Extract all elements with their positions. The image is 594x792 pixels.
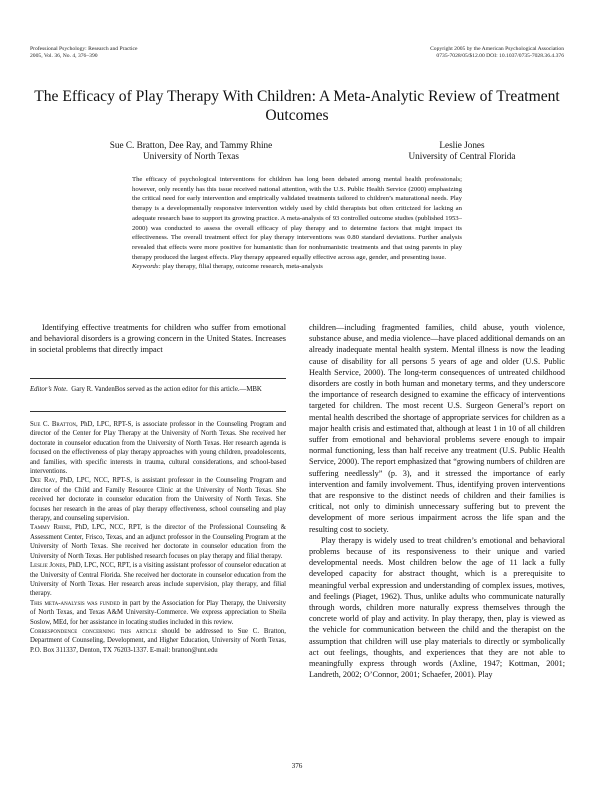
page-number: 376 <box>291 762 303 770</box>
funding-note-text: in part by the Association for Play Therapy, the University of North Texas, and Texas A&M University-Commerce. We express appreciation to Sheila Soslow, MEd, for her assistance in locating studies included in this review. <box>30 599 286 626</box>
author-note-text: PhD, LPC, NCC, RPT-S, is assistant professor in the Counseling Program and director of the Child and Family Resource Clinic at the University of North Texas. She received her doctorate in counselor education from the University of North Texas. She focuses her research in the areas of play therapy effectiveness, school counseling and play therapy, and counseling supervision. <box>30 477 286 523</box>
keywords-label: Keywords: <box>132 263 161 271</box>
author-notes-divider <box>30 411 286 412</box>
body-paragraph: children—including fragmented families, child abuse, youth violence, substance abuse, and media violence—have placed additional demands on an already inadequate mental health system. Mental illness is now the leading cause of disability for all persons 5 years of age and older (U.S. Public Health Service, 2000). The long-term consequences of untreated childhood disorders are costly in both human and monetary terms, and they underscore the importance of research designed to examine the efficacy of interventions targeted for children. The most recent U.S. Surgeon General’s report on mental health described the shortage of appropriate services for children as a major health crisis and estimated that, although at least 1 in 10 of all children suffer from emotional and behavioral problems severe enough to impair normal functioning, less than half receive any treatment (U.S. Public Health Service, 2000). The report emphasized that “growing numbers of children are suffering needlessly” (p. 3), and it stressed the importance of early intervention and family involvement. Thus, identifying proven interventions that are responsive to the distinct needs of children and their families is critical, not only to diminish unnecessary suffering but to prevent the development of more serious impairment across the life span and the resulting cost to society. <box>309 323 565 534</box>
correspondence-note-lead: Correspondence concerning this article <box>30 627 157 635</box>
author-names: Leslie Jones <box>439 140 485 150</box>
author-affiliation: University of North Texas <box>143 151 239 162</box>
keywords <box>132 262 462 272</box>
editor-note-label: Editor’s Note. <box>30 386 68 393</box>
funding-note <box>30 599 286 627</box>
correspondence-note <box>30 627 286 655</box>
editor-note <box>30 385 286 394</box>
copyright-header <box>430 46 564 60</box>
author-names: Sue C. Bratton, Dee Ray, and Tammy Rhine <box>109 140 273 150</box>
copyright-line: Copyright 2005 by the American Psychological Association <box>430 46 564 52</box>
footnote-divider <box>30 378 286 379</box>
author-note-lead: Sue C. Bratton, <box>30 421 78 428</box>
author-note <box>30 420 286 476</box>
author-list <box>30 140 564 166</box>
article-title: The Efficacy of Play Therapy With Children: A Meta-Analytic Review of Treatment Outcomes <box>34 88 560 124</box>
right-column <box>309 322 565 681</box>
funding-note-lead: This meta-analysis was funded <box>30 599 121 607</box>
correspondence-note-text: should be addressed to Sue C. Bratton, Department of Counseling, Development, and Higher Education, University of North Texas, P.O. Box 311337, Denton, TX 76203-1337. E-mail: bratton@unt.edu <box>30 627 286 654</box>
abstract <box>132 175 462 272</box>
author-affiliation: University of Central Florida <box>408 151 516 162</box>
keywords-text: play therapy, filial therapy, outcome research, meta-analysis <box>162 263 323 271</box>
author-note <box>30 561 286 599</box>
author-note-text: PhD, LPC, NCC, RPT, is the director of the Professional Counseling & Assessment Center, Frisco, Texas, and an adjunct professor in the Counseling Program at the University of North Texas. She received her doctorate in counselor education from the University of North Texas. Her published research focuses on play therapy and filial therapy. <box>30 524 287 560</box>
author-group-2 <box>362 140 562 162</box>
abstract-text: The efficacy of psychological interventions for children has long been debated among mental health professionals; however, only recently has this issue received national attention, with the U.S. Public Health Service (2000) emphasizing the critical need for early intervention and empirically validated treatments tailored to children’s maturational needs. Play therapy is a developmentally responsive intervention widely used by child therapists but often criticized for lacking an adequate research base to support its growing practice. A meta-analysis of 93 controlled outcome studies (published 1953–2000) was conducted to assess the overall efficacy of play therapy and to determine factors that might impact its effectiveness. The overall treatment effect for play therapy interventions was 0.80 standard deviations. Further analysis revealed that effects were more positive for humanistic than for nonhumanistic treatments and that using parents in play therapy produced the largest effects. Play therapy appeared equally effective across age, gender, and presenting issue. <box>132 176 462 261</box>
journal-header <box>30 46 138 60</box>
doi-line: 0735-7028/05/$12.00 DOI: 10.1037/0735-7028.36.4.376 <box>436 52 564 59</box>
journal-volume: 2005, Vol. 36, No. 4, 376–390 <box>30 52 98 59</box>
author-note-lead: Dee Ray, <box>30 477 57 485</box>
author-note-text: PhD, LPC, RPT-S, is associate professor in the Counseling Program and director of the Center for Play Therapy at the University of North Texas. She received her doctorate in counselor education from the University of North Texas. Her research agenda is focused on the effectiveness of play therapy approaches with young children, preadolescents, and families, with specific interests in trauma, cultural considerations, and school-based interventions. <box>30 421 286 476</box>
body-paragraph: Play therapy is widely used to treat children’s emotional and behavioral problems because of its responsiveness to their unique and varied developmental needs. Most children below the age of 11 lack a fully developed capacity for abstract thought, which is a prerequisite to meaningful verbal expression and understanding of complex issues, motives, and feelings (Piaget, 1962). Thus, unlike adults who communicate naturally through words, children more naturally express themselves through the concrete world of play and activity. In play therapy, then, play is viewed as the vehicle for communication between the child and the therapist on the assumption that children will use play materials to directly or symbolically act out feelings, thoughts, and experiences that they are not able to meaningfully express through words (Axline, 1947; Kottman, 2001; Landreth, 2002; O’Connor, 2001; Schaefer, 2001). Play <box>309 535 565 680</box>
author-group-1 <box>86 140 296 162</box>
journal-name: Professional Psychology: Research and Practice <box>30 46 138 52</box>
left-column <box>30 322 286 356</box>
author-note-lead: Tammy Rhine, <box>30 524 72 532</box>
author-note-text: PhD, LPC, NCC, RPT, is a visiting assistant professor of counselor education at the University of Central Florida. She received her doctorate in counselor education from the University of North Texas. Her research areas include supervision, play therapy, and filial therapy. <box>30 562 286 598</box>
author-notes <box>30 420 286 655</box>
author-note <box>30 476 286 523</box>
author-note <box>30 523 286 561</box>
author-note-lead: Leslie Jones, <box>30 562 67 570</box>
intro-paragraph: Identifying effective treatments for children who suffer from emotional and behavioral disorders is a growing concern in the United States. Increases in societal problems that directly impact <box>30 323 286 355</box>
editor-note-text: Gary R. VandenBos served as the action editor for this article.—MBK <box>71 386 262 393</box>
